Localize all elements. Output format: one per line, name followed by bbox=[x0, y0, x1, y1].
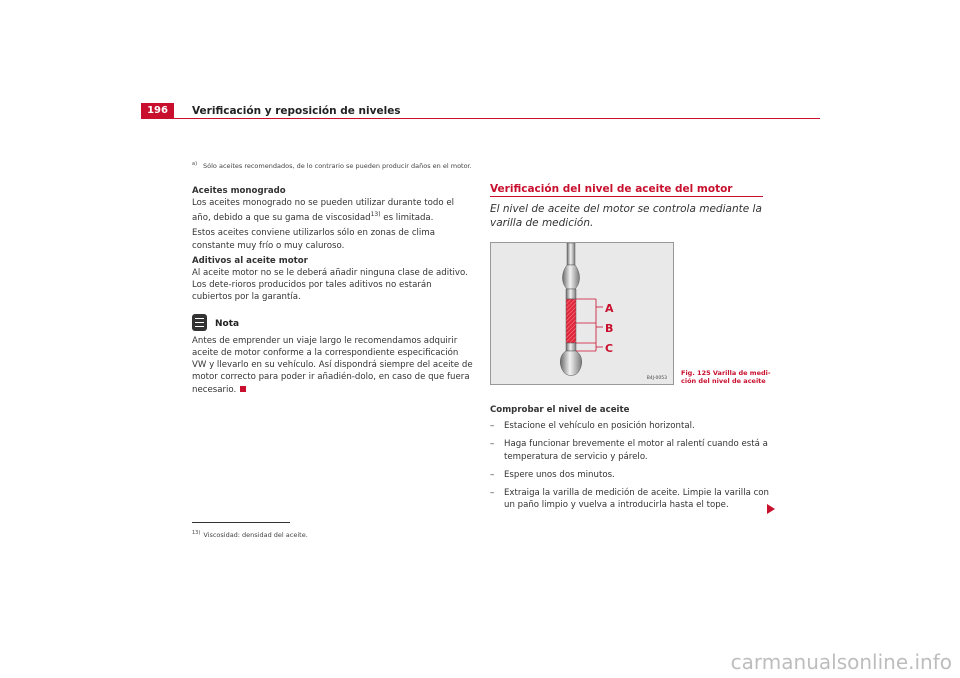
note-text: Antes de emprender un viaje largo le recomendamos adquirir aceite de motor conforme a la correspondiente especificación VW y llevarlo en su vehículo. Así dispondrá siempre del aceite de motor correcto para poder ir añadién-dolo, en caso de que fuera necesario. bbox=[192, 335, 473, 395]
page-number: 196 bbox=[141, 103, 174, 119]
check-level-heading: Comprobar el nivel de aceite bbox=[490, 405, 630, 415]
section-intro: El nivel de aceite del motor se controla mediante la varilla de medición. bbox=[490, 203, 762, 229]
end-of-section-mark bbox=[240, 386, 246, 392]
additives-paragraph: Al aceite motor no se le deberá añadir ninguna clase de aditivo. Los dete-rioros producidos por tales aditivos no estarán cubiertos por la garantía. bbox=[192, 268, 468, 303]
step-text: Extraiga la varilla de medición de aceite. Limpie la varilla con un paño limpio y vuelva a introducirla hasta el tope. bbox=[504, 488, 770, 511]
dipstick-illustration bbox=[491, 243, 674, 385]
note-icon bbox=[192, 314, 207, 331]
monograde-p1-end: es limitada. bbox=[380, 213, 434, 224]
monograde-paragraph-1 bbox=[192, 197, 474, 224]
step-text: Estacione el vehículo en posición horizontal. bbox=[504, 421, 695, 432]
footnote-bottom-marker: 13) bbox=[192, 530, 201, 536]
step-item bbox=[490, 420, 775, 432]
footnote-bottom bbox=[192, 530, 308, 539]
left-column bbox=[192, 185, 474, 399]
step-item bbox=[490, 438, 775, 462]
watermark: carmanualsonline.info bbox=[730, 650, 952, 674]
note-title: Nota bbox=[215, 319, 240, 330]
monograde-paragraph-2: Estos aceites conviene utilizarlos sólo en zonas de clima constante muy frío o muy caluroso. bbox=[192, 228, 435, 251]
step-text: Espere unos dos minutos. bbox=[504, 469, 615, 480]
step-dash: – bbox=[490, 421, 495, 432]
section-title: Verificación del nivel de aceite del motor bbox=[490, 183, 733, 195]
section-rule bbox=[490, 196, 763, 197]
label-b: B bbox=[605, 322, 614, 335]
figure-caption: Fig. 125 Varilla de medi-ción del nivel de aceite bbox=[681, 369, 771, 385]
step-item bbox=[490, 469, 775, 481]
header-title: Verificación y reposición de niveles bbox=[192, 105, 401, 117]
dipstick-figure bbox=[490, 242, 674, 385]
step-item bbox=[490, 487, 775, 511]
step-text: Haga funcionar brevemente el motor al ralentí cuando está a temperatura de servicio y párelo. bbox=[504, 439, 768, 462]
footnote-top-text: Sólo aceites recomendados, de lo contrario se pueden producir daños en el motor. bbox=[203, 162, 472, 171]
monograde-p1-text: Los aceites monogrado no se pueden utilizar durante todo el año, debido a que su gama de viscosidad bbox=[192, 198, 455, 224]
continue-arrow-icon[interactable] bbox=[767, 504, 775, 514]
label-a: A bbox=[605, 302, 614, 315]
note-paragraph bbox=[192, 335, 474, 396]
footnote-bottom-text: Viscosidad: densidad del aceite. bbox=[203, 531, 308, 540]
additives-heading: Aditivos al aceite motor bbox=[192, 255, 308, 266]
step-dash: – bbox=[490, 439, 495, 450]
label-c: C bbox=[605, 342, 614, 355]
footnote-rule bbox=[192, 522, 290, 523]
figure-code: B4J-0053 bbox=[646, 376, 667, 381]
header-rule bbox=[174, 118, 820, 119]
right-column bbox=[490, 404, 775, 517]
step-dash: – bbox=[490, 469, 495, 480]
footnote-ref-13[interactable]: 13) bbox=[370, 211, 381, 219]
footnote-top bbox=[192, 161, 472, 170]
footnote-top-marker: a) bbox=[192, 161, 198, 167]
note-header bbox=[192, 311, 474, 331]
step-dash: – bbox=[490, 488, 495, 499]
monograde-heading: Aceites monogrado bbox=[192, 186, 286, 196]
